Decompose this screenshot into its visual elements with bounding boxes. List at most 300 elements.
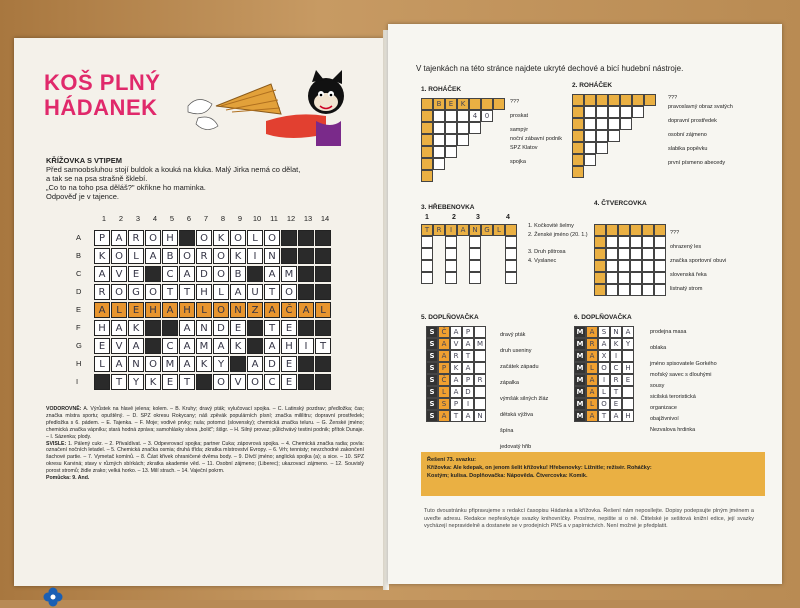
- grid-cell[interactable]: T: [162, 284, 178, 300]
- grid-cell[interactable]: O: [179, 248, 195, 264]
- grid-cell[interactable]: E: [281, 374, 297, 390]
- grid-cell[interactable]: [421, 122, 433, 134]
- grid-cell[interactable]: Č: [438, 374, 450, 386]
- grid-cell[interactable]: [445, 260, 457, 272]
- grid-cell[interactable]: [433, 134, 445, 146]
- grid-cell[interactable]: [421, 98, 433, 110]
- title-line-2: HÁDANEK: [44, 95, 158, 120]
- column-number: 3: [476, 214, 480, 221]
- grid-cell[interactable]: N: [610, 326, 622, 338]
- grid-cell[interactable]: N: [196, 320, 212, 336]
- grid-cell[interactable]: [630, 284, 642, 296]
- grid-cell[interactable]: T: [111, 374, 127, 390]
- grid-cell[interactable]: D: [213, 320, 229, 336]
- intro-line: Před samoobsluhou stojí buldok a kouká na kluka. Malý Jirka nemá co dělat,: [46, 165, 301, 174]
- grid-cell[interactable]: H: [622, 362, 634, 374]
- grid-cell[interactable]: [606, 284, 618, 296]
- grid-cell[interactable]: A: [438, 410, 450, 422]
- grid-cell[interactable]: A: [586, 374, 598, 386]
- grid-cell[interactable]: [622, 386, 634, 398]
- grid-cell[interactable]: [433, 110, 445, 122]
- grid-cell[interactable]: E: [162, 374, 178, 390]
- grid-cell[interactable]: Y: [128, 374, 144, 390]
- grid-cell[interactable]: [608, 130, 620, 142]
- grid-cell[interactable]: [606, 272, 618, 284]
- grid-cell[interactable]: [445, 272, 457, 284]
- grid-cell[interactable]: R: [196, 248, 212, 264]
- grid-cell[interactable]: [421, 146, 433, 158]
- clue: 4. Vyslanec: [528, 258, 557, 264]
- grid-cell[interactable]: I: [610, 350, 622, 362]
- grid-cell[interactable]: [584, 130, 596, 142]
- grid-cell[interactable]: S: [598, 326, 610, 338]
- grid-cell[interactable]: [469, 236, 481, 248]
- grid-cell[interactable]: [505, 236, 517, 248]
- grid-cell[interactable]: O: [213, 374, 229, 390]
- grid-cell[interactable]: [654, 272, 666, 284]
- grid-cell[interactable]: U: [247, 284, 263, 300]
- grid-cell[interactable]: [584, 106, 596, 118]
- grid-cell[interactable]: A: [450, 326, 462, 338]
- grid-cell[interactable]: H: [162, 230, 178, 246]
- grid-cell[interactable]: G: [128, 284, 144, 300]
- grid-cell[interactable]: B: [162, 248, 178, 264]
- grid-cell[interactable]: E: [128, 302, 144, 318]
- grid-cell[interactable]: T: [264, 320, 280, 336]
- grid-cell[interactable]: [572, 130, 584, 142]
- grid-cell[interactable]: [474, 350, 486, 362]
- grid-cell[interactable]: [469, 122, 481, 134]
- grid-cell[interactable]: [642, 236, 654, 248]
- grid-cell[interactable]: A: [94, 302, 110, 318]
- grid-cell[interactable]: G: [481, 224, 493, 236]
- grid-cell[interactable]: [421, 272, 433, 284]
- grid-cell[interactable]: [445, 248, 457, 260]
- grid-cell[interactable]: T: [450, 410, 462, 422]
- grid-cell[interactable]: L: [128, 248, 144, 264]
- grid-cell[interactable]: [433, 146, 445, 158]
- grid-cell[interactable]: [606, 248, 618, 260]
- grid-cell[interactable]: K: [450, 362, 462, 374]
- grid-cell[interactable]: B: [433, 98, 445, 110]
- grid-cell[interactable]: [474, 398, 486, 410]
- grid-cell[interactable]: [572, 154, 584, 166]
- grid-cell[interactable]: L: [196, 302, 212, 318]
- grid-cell[interactable]: [654, 248, 666, 260]
- grid-cell[interactable]: O: [111, 284, 127, 300]
- grid-cell[interactable]: [618, 248, 630, 260]
- grid-cell[interactable]: A: [179, 356, 195, 372]
- grid-cell[interactable]: [618, 236, 630, 248]
- grid-cell[interactable]: [421, 248, 433, 260]
- column-number: 6: [186, 214, 192, 223]
- grid-cell[interactable]: [572, 106, 584, 118]
- grid-cell[interactable]: [596, 118, 608, 130]
- grid-cell[interactable]: L: [586, 362, 598, 374]
- grid-cell[interactable]: A: [179, 338, 195, 354]
- grid-cell[interactable]: Y: [622, 338, 634, 350]
- grid-cell[interactable]: [642, 260, 654, 272]
- grid-cell[interactable]: [445, 134, 457, 146]
- grid-cell[interactable]: [622, 398, 634, 410]
- grid-cell[interactable]: [618, 224, 630, 236]
- grid-cell[interactable]: E: [445, 98, 457, 110]
- grid-cell[interactable]: [469, 272, 481, 284]
- grid-cell[interactable]: I: [445, 224, 457, 236]
- grid-cell[interactable]: [572, 142, 584, 154]
- grid-cell[interactable]: A: [450, 374, 462, 386]
- grid-cell[interactable]: I: [462, 398, 474, 410]
- grid-cell[interactable]: [445, 110, 457, 122]
- grid-cell[interactable]: P: [450, 398, 462, 410]
- grid-cell[interactable]: H: [94, 320, 110, 336]
- grid-cell[interactable]: [608, 118, 620, 130]
- grid-cell[interactable]: D: [462, 386, 474, 398]
- grid-cell[interactable]: [642, 272, 654, 284]
- grid-cell[interactable]: [421, 236, 433, 248]
- grid-cell[interactable]: [584, 118, 596, 130]
- grid-cell[interactable]: [445, 236, 457, 248]
- grid-cell[interactable]: M: [196, 338, 212, 354]
- grid-cell[interactable]: [469, 260, 481, 272]
- grid-cell[interactable]: [572, 118, 584, 130]
- grid-cell[interactable]: E: [230, 320, 246, 336]
- grid-cell[interactable]: [622, 350, 634, 362]
- grid-cell[interactable]: E: [610, 398, 622, 410]
- grid-cell[interactable]: K: [196, 356, 212, 372]
- grid-cell[interactable]: V: [230, 374, 246, 390]
- grid-cell[interactable]: A: [94, 266, 110, 282]
- grid-cell[interactable]: [608, 94, 620, 106]
- grid-cell[interactable]: [630, 272, 642, 284]
- grid-cell[interactable]: [421, 110, 433, 122]
- grid-cell[interactable]: N: [230, 302, 246, 318]
- grid-cell[interactable]: O: [213, 302, 229, 318]
- grid-cell[interactable]: [654, 224, 666, 236]
- grid-cell[interactable]: O: [281, 284, 297, 300]
- grid-cell[interactable]: T: [179, 374, 195, 390]
- grid-cell[interactable]: K: [145, 374, 161, 390]
- grid-cell[interactable]: V: [111, 266, 127, 282]
- grid-cell[interactable]: A: [586, 326, 598, 338]
- grid-cell[interactable]: R: [474, 374, 486, 386]
- grid-cell[interactable]: A: [586, 350, 598, 362]
- grid-cell[interactable]: A: [457, 224, 469, 236]
- grid-cell[interactable]: [594, 248, 606, 260]
- row-letter: I: [76, 377, 79, 386]
- grid-cell[interactable]: L: [438, 386, 450, 398]
- grid-cell[interactable]: [630, 236, 642, 248]
- grid-cell[interactable]: [596, 130, 608, 142]
- grid-cell[interactable]: A: [179, 320, 195, 336]
- grid-cell[interactable]: A: [111, 230, 127, 246]
- grid-cell[interactable]: [457, 122, 469, 134]
- grid-cell[interactable]: [654, 236, 666, 248]
- grid-cell[interactable]: C: [610, 362, 622, 374]
- grid-cell[interactable]: M: [281, 266, 297, 282]
- grid-cell[interactable]: [644, 94, 656, 106]
- grid-cell[interactable]: B: [230, 266, 246, 282]
- grid-cell[interactable]: [594, 236, 606, 248]
- grid-cell[interactable]: L: [213, 284, 229, 300]
- grid-cell[interactable]: H: [281, 338, 297, 354]
- grid-cell[interactable]: [421, 134, 433, 146]
- grid-cell[interactable]: [474, 326, 486, 338]
- grid-cell[interactable]: O: [598, 362, 610, 374]
- grid-cell[interactable]: T: [462, 350, 474, 362]
- grid-cell[interactable]: A: [264, 338, 280, 354]
- grid-cell[interactable]: H: [179, 302, 195, 318]
- grid-cell[interactable]: A: [247, 356, 263, 372]
- grid-cell[interactable]: O: [213, 248, 229, 264]
- grid-cell[interactable]: [594, 260, 606, 272]
- black-cell: [315, 320, 331, 336]
- grid-cell[interactable]: O: [230, 230, 246, 246]
- grid-cell[interactable]: [445, 122, 457, 134]
- grid-cell[interactable]: O: [145, 284, 161, 300]
- grid-cell[interactable]: L: [493, 224, 505, 236]
- grid-cell[interactable]: A: [179, 266, 195, 282]
- grid-cell[interactable]: [620, 106, 632, 118]
- grid-cell[interactable]: [596, 142, 608, 154]
- column-number: 10: [252, 214, 262, 223]
- grid-cell[interactable]: [469, 98, 481, 110]
- clue: zápalka: [500, 380, 519, 386]
- grid-cell[interactable]: C: [162, 338, 178, 354]
- grid-cell[interactable]: D: [264, 356, 280, 372]
- grid-cell[interactable]: [632, 94, 644, 106]
- clue: ohrazený les: [670, 244, 702, 250]
- grid-cell[interactable]: N: [474, 410, 486, 422]
- grid-cell[interactable]: A: [128, 338, 144, 354]
- column-number: 8: [220, 214, 226, 223]
- grid-cell[interactable]: [457, 110, 469, 122]
- grid-cell[interactable]: Y: [213, 356, 229, 372]
- grid-cell[interactable]: V: [111, 338, 127, 354]
- grid-cell[interactable]: [594, 224, 606, 236]
- grid-cell[interactable]: [642, 284, 654, 296]
- grid-cell[interactable]: A: [111, 356, 127, 372]
- grid-cell[interactable]: M: [474, 338, 486, 350]
- grid-cell[interactable]: L: [598, 386, 610, 398]
- grid-cell[interactable]: [630, 224, 642, 236]
- grid-cell[interactable]: N: [469, 224, 481, 236]
- grid-cell[interactable]: L: [315, 302, 331, 318]
- grid-cell[interactable]: R: [94, 284, 110, 300]
- grid-cell[interactable]: [469, 248, 481, 260]
- grid-cell[interactable]: [594, 284, 606, 296]
- grid-cell[interactable]: K: [213, 230, 229, 246]
- grid-cell[interactable]: A: [111, 320, 127, 336]
- lead-cell: M: [574, 338, 586, 350]
- grid-cell[interactable]: O: [247, 374, 263, 390]
- grid-cell[interactable]: R: [610, 374, 622, 386]
- grid-cell[interactable]: O: [145, 230, 161, 246]
- grid-cell[interactable]: Z: [247, 302, 263, 318]
- grid-cell[interactable]: 0: [481, 110, 493, 122]
- grid-cell[interactable]: N: [128, 356, 144, 372]
- clue: listnatý strom: [670, 286, 703, 292]
- grid-cell[interactable]: L: [94, 356, 110, 372]
- grid-cell[interactable]: [505, 260, 517, 272]
- grid-cell[interactable]: A: [438, 350, 450, 362]
- puzzle-4-clues: [670, 226, 726, 296]
- black-cell: [94, 374, 110, 390]
- clue: druh useniny: [500, 348, 532, 354]
- grid-cell[interactable]: T: [264, 284, 280, 300]
- grid-cell[interactable]: [642, 248, 654, 260]
- grid-cell[interactable]: A: [298, 302, 314, 318]
- grid-cell[interactable]: [505, 224, 517, 236]
- grid-cell[interactable]: [584, 154, 596, 166]
- grid-cell[interactable]: A: [622, 326, 634, 338]
- grid-cell[interactable]: [618, 284, 630, 296]
- grid-cell[interactable]: A: [145, 248, 161, 264]
- grid-cell[interactable]: P: [462, 374, 474, 386]
- grid-cell[interactable]: L: [111, 302, 127, 318]
- grid-cell[interactable]: [618, 260, 630, 272]
- grid-cell[interactable]: P: [438, 362, 450, 374]
- grid-cell[interactable]: [606, 236, 618, 248]
- row-letter: H: [76, 359, 82, 368]
- grid-cell[interactable]: [630, 248, 642, 260]
- grid-cell[interactable]: T: [598, 410, 610, 422]
- grid-cell[interactable]: [594, 272, 606, 284]
- grid-cell[interactable]: R: [128, 230, 144, 246]
- grid-cell[interactable]: [596, 106, 608, 118]
- grid-cell[interactable]: O: [145, 356, 161, 372]
- grid-cell[interactable]: N: [264, 248, 280, 264]
- grid-cell[interactable]: A: [586, 410, 598, 422]
- grid-cell[interactable]: [433, 122, 445, 134]
- grid-cell[interactable]: C: [264, 374, 280, 390]
- grid-cell[interactable]: A: [213, 338, 229, 354]
- grid-cell[interactable]: O: [213, 266, 229, 282]
- grid-cell[interactable]: K: [610, 338, 622, 350]
- grid-cell[interactable]: M: [162, 356, 178, 372]
- grid-cell[interactable]: T: [421, 224, 433, 236]
- row-letter: B: [76, 251, 82, 260]
- grid-cell[interactable]: K: [94, 248, 110, 264]
- grid-cell[interactable]: I: [598, 374, 610, 386]
- grid-cell[interactable]: Č: [438, 326, 450, 338]
- grid-cell[interactable]: T: [179, 284, 195, 300]
- grid-cell[interactable]: P: [462, 326, 474, 338]
- grid-cell[interactable]: A: [450, 386, 462, 398]
- grid-cell[interactable]: A: [462, 362, 474, 374]
- grid-cell[interactable]: E: [281, 320, 297, 336]
- grid-cell[interactable]: A: [264, 302, 280, 318]
- grid-cell[interactable]: [445, 146, 457, 158]
- grid-cell[interactable]: A: [610, 410, 622, 422]
- grid-cell[interactable]: H: [196, 284, 212, 300]
- grid-cell[interactable]: [630, 260, 642, 272]
- grid-cell[interactable]: X: [598, 350, 610, 362]
- grid-cell[interactable]: A: [462, 338, 474, 350]
- intro-line: a tak se na psa strašně šklebí.: [46, 174, 148, 183]
- grid-cell[interactable]: [654, 260, 666, 272]
- grid-cell[interactable]: D: [196, 266, 212, 282]
- grid-cell[interactable]: [474, 386, 486, 398]
- grid-cell[interactable]: [584, 142, 596, 154]
- grid-cell[interactable]: A: [162, 302, 178, 318]
- grid-cell[interactable]: I: [298, 338, 314, 354]
- grid-cell[interactable]: [584, 94, 596, 106]
- grid-cell[interactable]: L: [247, 230, 263, 246]
- grid-cell[interactable]: [608, 106, 620, 118]
- grid-cell[interactable]: K: [457, 98, 469, 110]
- grid-cell[interactable]: O: [111, 248, 127, 264]
- grid-cell[interactable]: P: [94, 230, 110, 246]
- grid-cell[interactable]: C: [162, 266, 178, 282]
- grid-cell[interactable]: [596, 94, 608, 106]
- grid-cell[interactable]: [620, 118, 632, 130]
- grid-cell[interactable]: [505, 248, 517, 260]
- grid-cell[interactable]: V: [450, 338, 462, 350]
- grid-cell[interactable]: [457, 134, 469, 146]
- grid-cell[interactable]: E: [128, 266, 144, 282]
- grid-cell[interactable]: [421, 170, 433, 182]
- grid-cell[interactable]: E: [281, 356, 297, 372]
- grid-cell[interactable]: K: [128, 320, 144, 336]
- grid-cell[interactable]: A: [438, 338, 450, 350]
- grid-cell[interactable]: H: [622, 410, 634, 422]
- grid-cell[interactable]: H: [145, 302, 161, 318]
- grid-cell[interactable]: O: [196, 230, 212, 246]
- grid-cell[interactable]: [493, 98, 505, 110]
- grid-cell[interactable]: [572, 94, 584, 106]
- grid-cell[interactable]: [618, 272, 630, 284]
- column-number: 13: [303, 214, 313, 223]
- grid-cell[interactable]: [481, 98, 493, 110]
- grid-cell[interactable]: K: [230, 248, 246, 264]
- grid-cell[interactable]: T: [315, 338, 331, 354]
- grid-cell[interactable]: A: [264, 266, 280, 282]
- grid-cell[interactable]: S: [438, 398, 450, 410]
- grid-cell[interactable]: O: [598, 398, 610, 410]
- grid-cell[interactable]: O: [264, 230, 280, 246]
- grid-cell[interactable]: T: [610, 386, 622, 398]
- grid-cell[interactable]: [642, 224, 654, 236]
- grid-cell[interactable]: [421, 158, 433, 170]
- grid-cell[interactable]: R: [450, 350, 462, 362]
- grid-cell[interactable]: R: [433, 224, 445, 236]
- grid-cell[interactable]: [632, 106, 644, 118]
- grid-cell[interactable]: A: [586, 386, 598, 398]
- grid-cell[interactable]: R: [586, 338, 598, 350]
- grid-cell[interactable]: [606, 224, 618, 236]
- grid-cell[interactable]: A: [462, 410, 474, 422]
- grid-cell[interactable]: [606, 260, 618, 272]
- grid-cell[interactable]: [474, 362, 486, 374]
- grid-cell[interactable]: [620, 94, 632, 106]
- grid-cell[interactable]: [572, 166, 584, 178]
- grid-cell[interactable]: E: [94, 338, 110, 354]
- grid-cell[interactable]: Č: [281, 302, 297, 318]
- grid-cell[interactable]: [421, 260, 433, 272]
- grid-cell[interactable]: E: [622, 374, 634, 386]
- grid-cell[interactable]: K: [230, 338, 246, 354]
- grid-cell[interactable]: [433, 158, 445, 170]
- grid-cell[interactable]: 4: [469, 110, 481, 122]
- grid-cell[interactable]: I: [247, 248, 263, 264]
- grid-cell[interactable]: A: [230, 284, 246, 300]
- black-cell: [315, 374, 331, 390]
- grid-cell[interactable]: [505, 272, 517, 284]
- grid-cell[interactable]: A: [598, 338, 610, 350]
- grid-cell[interactable]: [654, 284, 666, 296]
- grid-cell[interactable]: L: [586, 398, 598, 410]
